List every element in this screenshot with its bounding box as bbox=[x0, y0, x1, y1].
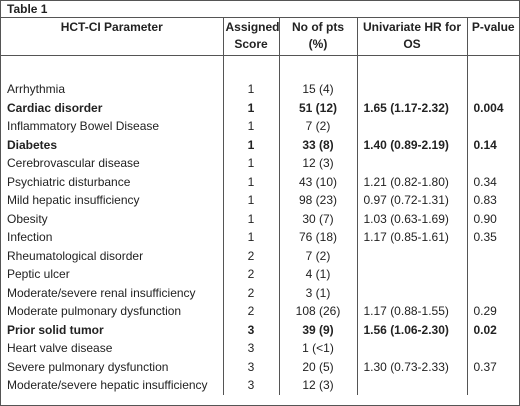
cell-pts: 39 (9) bbox=[279, 321, 357, 340]
cell-param: Diabetes bbox=[1, 136, 223, 155]
cell-hr bbox=[357, 80, 467, 99]
table-row bbox=[1, 173, 519, 192]
cell-score: 1 bbox=[223, 117, 279, 136]
table-row bbox=[1, 154, 519, 173]
cell-pts: 76 (18) bbox=[279, 228, 357, 247]
cell-score: 1 bbox=[223, 191, 279, 210]
cell-param: Peptic ulcer bbox=[1, 265, 223, 284]
cell-score: 3 bbox=[223, 376, 279, 395]
cell-param: Psychiatric disturbance bbox=[1, 173, 223, 192]
cell-score: 1 bbox=[223, 173, 279, 192]
cell-p: 0.90 bbox=[473, 211, 497, 226]
table-row bbox=[1, 321, 519, 340]
cell-param: Rheumatological disorder bbox=[1, 247, 223, 266]
cell-param: Mild hepatic insufficiency bbox=[1, 191, 223, 210]
cell-pts: 12 (3) bbox=[279, 154, 357, 173]
cell-hr: 1.65 (1.17-2.32) bbox=[357, 99, 467, 118]
cell-hr bbox=[357, 154, 467, 173]
header-pts bbox=[279, 18, 357, 56]
table-row bbox=[1, 117, 519, 136]
cell-p: 0.37 bbox=[473, 359, 497, 374]
cell-param: Obesity bbox=[1, 210, 223, 229]
cell-score: 3 bbox=[223, 339, 279, 358]
cell-param: Cardiac disorder bbox=[1, 99, 223, 118]
cell-score: 3 bbox=[223, 358, 279, 377]
cell-p: 0.83 bbox=[473, 193, 497, 208]
cell-p: 0.34 bbox=[473, 174, 497, 189]
cell-p: 0.02 bbox=[473, 322, 497, 337]
cell-score: 2 bbox=[223, 284, 279, 303]
table-row bbox=[1, 136, 519, 155]
cell-p bbox=[467, 376, 519, 395]
cell-pts: 51 (12) bbox=[279, 99, 357, 118]
cell-hr: 1.40 (0.89-2.19) bbox=[357, 136, 467, 155]
table-row bbox=[1, 228, 519, 247]
cell-p: 0.29 bbox=[473, 304, 497, 319]
cell-hr: 1.17 (0.85-1.61) bbox=[357, 228, 467, 247]
cell-param: Severe pulmonary dysfunction bbox=[1, 358, 223, 377]
cell-score: 1 bbox=[223, 228, 279, 247]
header-hr-line1: Univariate HR for bbox=[362, 20, 462, 34]
header-score bbox=[223, 18, 279, 56]
cell-score: 1 bbox=[223, 154, 279, 173]
table-row bbox=[1, 265, 519, 284]
cell-pts: 7 (2) bbox=[279, 117, 357, 136]
cell-param: Inflammatory Bowel Disease bbox=[1, 117, 223, 136]
cell-hr bbox=[357, 376, 467, 395]
header-pvalue bbox=[467, 18, 519, 56]
header-param-label: HCT-CI Parameter bbox=[60, 20, 163, 34]
cell-pts: 98 (23) bbox=[279, 191, 357, 210]
table-row bbox=[1, 99, 519, 118]
cell-pts: 7 (2) bbox=[279, 247, 357, 266]
cell-p bbox=[467, 265, 519, 284]
hct-ci-table bbox=[1, 18, 519, 395]
cell-pts: 30 (7) bbox=[279, 210, 357, 229]
cell-score: 1 bbox=[223, 210, 279, 229]
cell-p bbox=[467, 284, 519, 303]
spacer-row bbox=[1, 56, 519, 81]
cell-param: Moderate pulmonary dysfunction bbox=[1, 302, 223, 321]
table-row bbox=[1, 191, 519, 210]
cell-score: 2 bbox=[223, 302, 279, 321]
cell-p bbox=[467, 247, 519, 266]
cell-hr: 0.97 (0.72-1.31) bbox=[357, 191, 467, 210]
cell-param: Arrhythmia bbox=[1, 80, 223, 99]
cell-hr bbox=[357, 284, 467, 303]
cell-pts: 15 (4) bbox=[279, 80, 357, 99]
header-pts-line1: No of pts bbox=[292, 20, 344, 34]
cell-score: 1 bbox=[223, 99, 279, 118]
table-header bbox=[1, 18, 519, 56]
table-row bbox=[1, 284, 519, 303]
cell-pts: 1 (<1) bbox=[279, 339, 357, 358]
cell-param: Moderate/severe hepatic insufficiency bbox=[1, 376, 223, 395]
cell-p bbox=[467, 154, 519, 173]
table-title: Table 1 bbox=[1, 1, 519, 18]
cell-pts: 108 (26) bbox=[279, 302, 357, 321]
cell-p bbox=[467, 117, 519, 136]
cell-pts: 4 (1) bbox=[279, 265, 357, 284]
cell-hr: 1.03 (0.63-1.69) bbox=[357, 210, 467, 229]
cell-hr bbox=[357, 117, 467, 136]
header-hr bbox=[357, 18, 467, 56]
cell-hr bbox=[357, 339, 467, 358]
cell-hr: 1.30 (0.73-2.33) bbox=[357, 358, 467, 377]
cell-p: 0.004 bbox=[473, 100, 504, 115]
table-row bbox=[1, 376, 519, 395]
header-score-line2: Score bbox=[234, 37, 268, 51]
cell-p: 0.35 bbox=[473, 230, 497, 245]
table-row bbox=[1, 302, 519, 321]
cell-param: Infection bbox=[1, 228, 223, 247]
cell-pts: 43 (10) bbox=[279, 173, 357, 192]
cell-score: 1 bbox=[223, 80, 279, 99]
cell-score: 2 bbox=[223, 247, 279, 266]
table-row bbox=[1, 247, 519, 266]
cell-score: 1 bbox=[223, 136, 279, 155]
cell-pts: 3 (1) bbox=[279, 284, 357, 303]
cell-hr: 1.56 (1.06-2.30) bbox=[357, 321, 467, 340]
cell-param: Heart valve disease bbox=[1, 339, 223, 358]
cell-p bbox=[467, 80, 519, 99]
header-hr-line2: OS bbox=[403, 37, 421, 51]
table-row bbox=[1, 339, 519, 358]
cell-score: 2 bbox=[223, 265, 279, 284]
cell-score: 3 bbox=[223, 321, 279, 340]
cell-p: 0.14 bbox=[473, 137, 497, 152]
cell-pts: 12 (3) bbox=[279, 376, 357, 395]
header-param bbox=[1, 18, 223, 56]
cell-p bbox=[467, 339, 519, 358]
cell-hr: 1.17 (0.88-1.55) bbox=[357, 302, 467, 321]
cell-hr: 1.21 (0.82-1.80) bbox=[357, 173, 467, 192]
cell-pts: 20 (5) bbox=[279, 358, 357, 377]
header-pts-line2: (%) bbox=[308, 37, 328, 51]
cell-pts: 33 (8) bbox=[279, 136, 357, 155]
table-row bbox=[1, 358, 519, 377]
cell-param: Prior solid tumor bbox=[1, 321, 223, 340]
cell-hr bbox=[357, 247, 467, 266]
header-row bbox=[1, 18, 519, 56]
cell-hr bbox=[357, 265, 467, 284]
cell-param: Cerebrovascular disease bbox=[1, 154, 223, 173]
header-pvalue-label: P-value bbox=[471, 20, 515, 34]
table-body bbox=[1, 56, 519, 395]
header-score-line1: Assigned bbox=[225, 20, 280, 34]
cell-param: Moderate/severe renal insufficiency bbox=[1, 284, 223, 303]
table-row bbox=[1, 80, 519, 99]
table-row bbox=[1, 210, 519, 229]
